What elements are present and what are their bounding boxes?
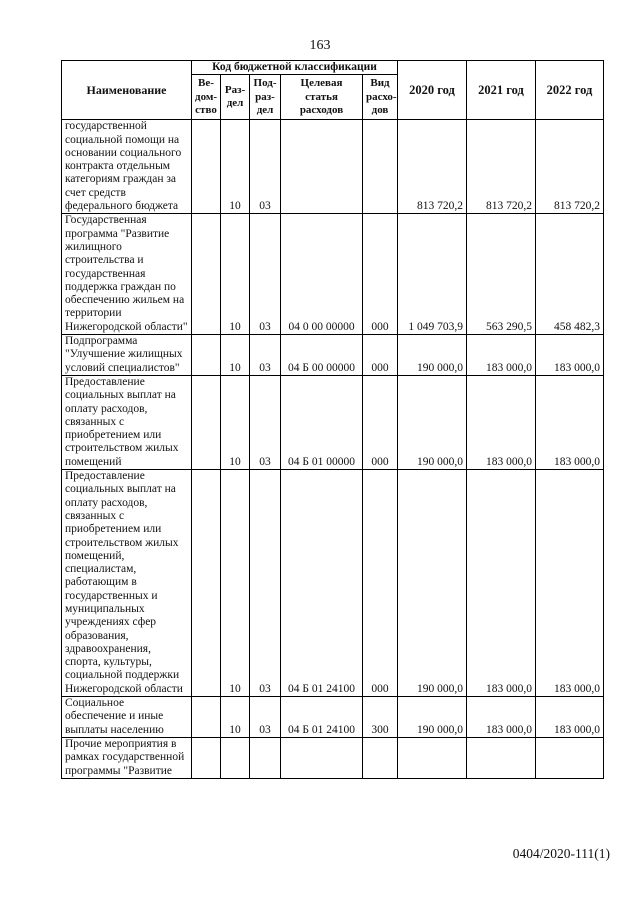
row-podrazdel: 03 — [250, 335, 281, 376]
row-razdel: 10 — [221, 120, 250, 214]
row-2020: 190 000,0 — [398, 470, 467, 697]
row-2022: 183 000,0 — [536, 697, 604, 738]
table-row — [62, 697, 604, 738]
row-2020: 813 720,2 — [398, 120, 467, 214]
row-podrazdel: 03 — [250, 470, 281, 697]
table-row — [62, 375, 604, 469]
header-name: Наименование — [62, 61, 192, 120]
table-row — [62, 470, 604, 697]
row-ved — [192, 120, 221, 214]
row-vid: 000 — [363, 214, 398, 335]
page-number: 163 — [309, 38, 331, 53]
row-name: Подпрограмма "Улучшение жилищных условий специалистов" — [62, 335, 192, 376]
row-target: 04 Б 01 24100 — [281, 697, 363, 738]
table-row — [62, 120, 604, 214]
header-code-group: Код бюджетной классификации — [192, 61, 398, 75]
row-podrazdel: 03 — [250, 214, 281, 335]
row-2021: 183 000,0 — [467, 335, 536, 376]
row-vid — [363, 120, 398, 214]
row-2020: 190 000,0 — [398, 697, 467, 738]
row-2022 — [536, 737, 604, 778]
table-row — [62, 214, 604, 335]
header-2021: 2021 год — [467, 61, 536, 120]
row-2022: 183 000,0 — [536, 470, 604, 697]
row-podrazdel: 03 — [250, 120, 281, 214]
row-podrazdel: 03 — [250, 697, 281, 738]
row-target: 04 Б 01 00000 — [281, 375, 363, 469]
row-name: Прочие мероприятия в рамках государственной программы "Развитие — [62, 737, 192, 778]
row-target: 04 Б 00 00000 — [281, 335, 363, 376]
row-ved — [192, 737, 221, 778]
row-razdel — [221, 737, 250, 778]
row-podrazdel — [250, 737, 281, 778]
row-name: Государственная программа "Развитие жилищного строительства и государственная поддержка граждан по обеспечению жильем на территории Нижегородской области" — [62, 214, 192, 335]
row-2022: 458 482,3 — [536, 214, 604, 335]
row-vid: 000 — [363, 335, 398, 376]
row-razdel: 10 — [221, 214, 250, 335]
row-2020: 190 000,0 — [398, 375, 467, 469]
row-2020 — [398, 737, 467, 778]
row-razdel: 10 — [221, 375, 250, 469]
header-row-1 — [62, 61, 604, 75]
row-2021: 563 290,5 — [467, 214, 536, 335]
row-name: государственной социальной помощи на основании социального контракта отдельным категориям граждан за счет средств федерального бюджета — [62, 120, 192, 214]
row-target — [281, 120, 363, 214]
header-vid: Вид расхо-дов — [363, 75, 398, 120]
header-razdel: Раз-дел — [221, 75, 250, 120]
row-name: Предоставление социальных выплат на оплату расходов, связанных с приобретением или строительством жилых помещений, специалистам, работающим в государственных и муниципальных учреждениях сфер образования, здравоохранения, спорта, культуры, социальной поддержки Нижегородской области — [62, 470, 192, 697]
row-2021: 183 000,0 — [467, 375, 536, 469]
header-vedomstvo: Ве-дом-ство — [192, 75, 221, 120]
row-ved — [192, 697, 221, 738]
header-target: Целевая статья расходов — [281, 75, 363, 120]
row-2022: 183 000,0 — [536, 335, 604, 376]
row-name: Социальное обеспечение и иные выплаты населению — [62, 697, 192, 738]
row-target — [281, 737, 363, 778]
row-razdel: 10 — [221, 335, 250, 376]
row-2021 — [467, 737, 536, 778]
row-2020: 190 000,0 — [398, 335, 467, 376]
row-ved — [192, 214, 221, 335]
header-2022: 2022 год — [536, 61, 604, 120]
table-row — [62, 737, 604, 778]
row-2021: 183 000,0 — [467, 697, 536, 738]
header-2020: 2020 год — [398, 61, 467, 120]
row-podrazdel: 03 — [250, 375, 281, 469]
row-2022: 813 720,2 — [536, 120, 604, 214]
table-row — [62, 335, 604, 376]
row-target: 04 0 00 00000 — [281, 214, 363, 335]
header-podrazdel: Под-раз-дел — [250, 75, 281, 120]
row-razdel: 10 — [221, 470, 250, 697]
row-vid: 000 — [363, 470, 398, 697]
row-2022: 183 000,0 — [536, 375, 604, 469]
row-2020: 1 049 703,9 — [398, 214, 467, 335]
document-id: 0404/2020-111(1) — [512, 846, 610, 861]
row-2021: 183 000,0 — [467, 470, 536, 697]
row-target: 04 Б 01 24100 — [281, 470, 363, 697]
row-vid: 000 — [363, 375, 398, 469]
row-ved — [192, 470, 221, 697]
row-vid — [363, 737, 398, 778]
row-2021: 813 720,2 — [467, 120, 536, 214]
row-ved — [192, 335, 221, 376]
budget-table — [61, 60, 604, 779]
row-razdel: 10 — [221, 697, 250, 738]
row-ved — [192, 375, 221, 469]
row-vid: 300 — [363, 697, 398, 738]
row-name: Предоставление социальных выплат на оплату расходов, связанных с приобретением или строительством жилых помещений — [62, 375, 192, 469]
